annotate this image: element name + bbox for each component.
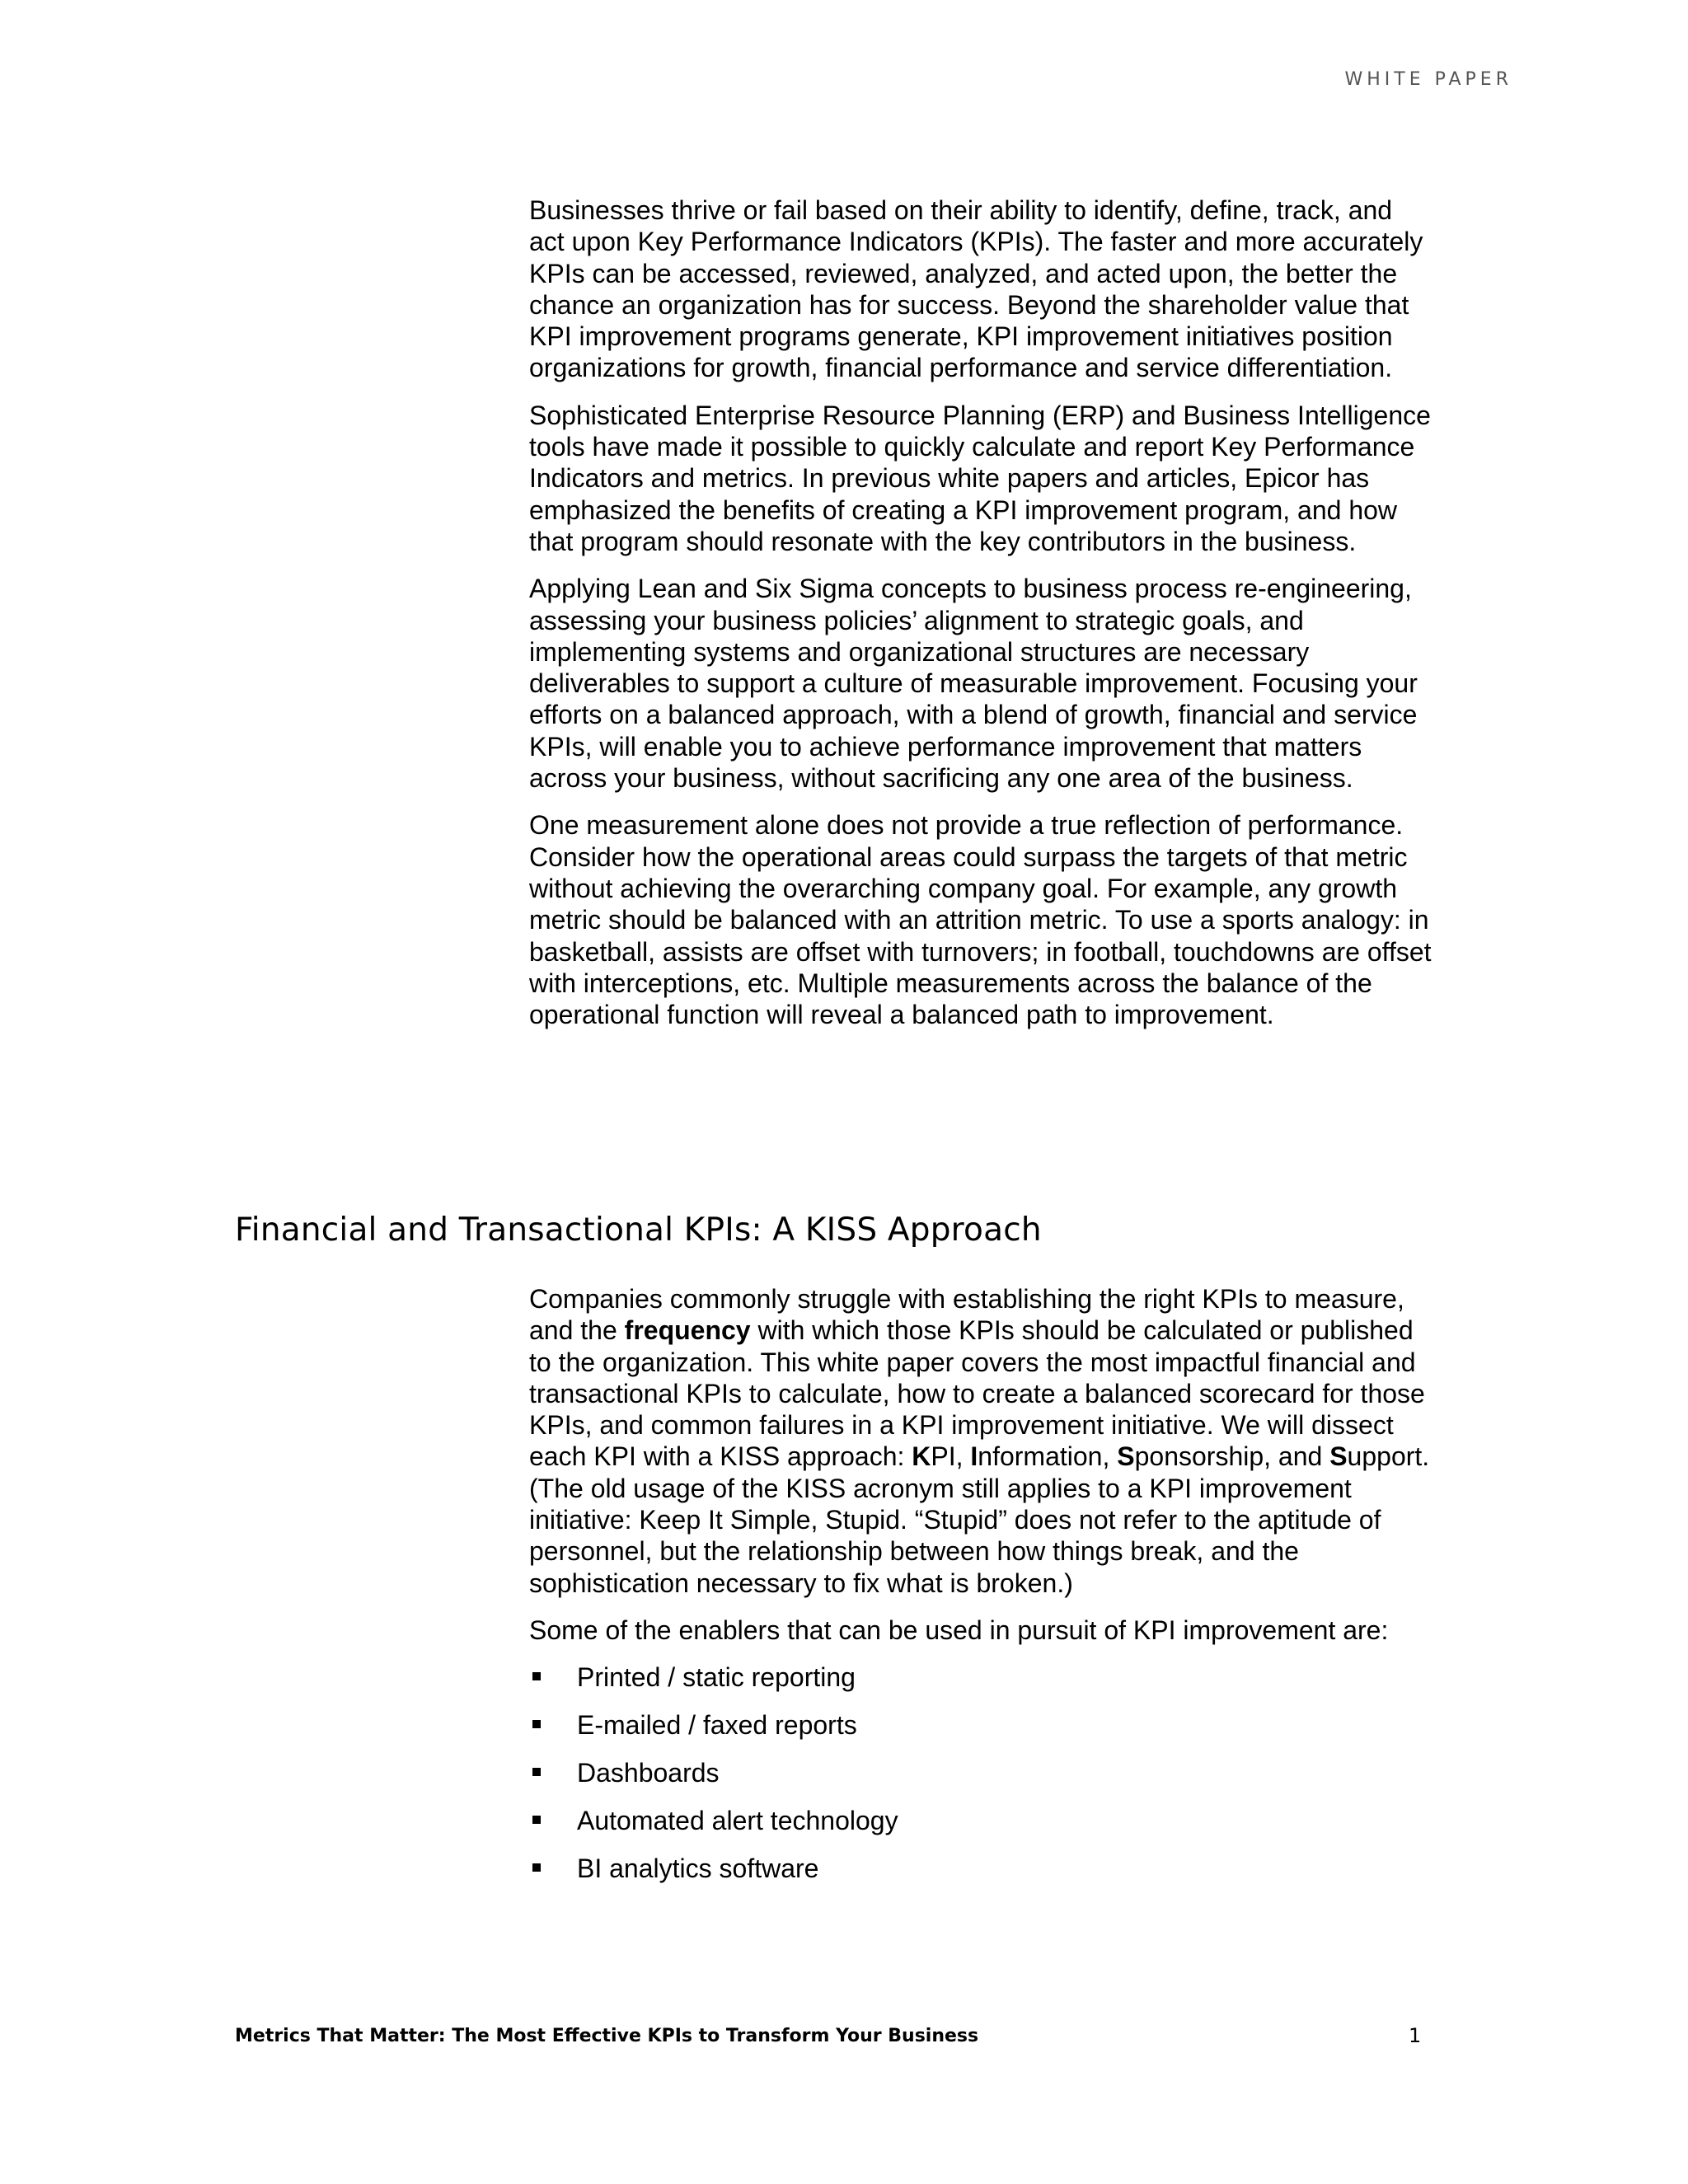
list-item-label: E-mailed / faxed reports — [577, 1710, 857, 1741]
bold-s: S — [1117, 1441, 1135, 1472]
list-item — [529, 1853, 1432, 1900]
bullet-square-icon — [532, 1863, 541, 1872]
list-item-label: BI analytics software — [577, 1854, 819, 1884]
bullet-square-icon — [532, 1816, 541, 1824]
bullet-square-icon — [532, 1768, 541, 1776]
list-item — [529, 1757, 1432, 1805]
section-heading: Financial and Transactional KPIs: A KISS Approach — [235, 1212, 1042, 1249]
bold-frequency: frequency — [624, 1315, 751, 1346]
text-run: Companies commonly struggle with establishing the right KPIs to measure, and the — [529, 1284, 1404, 1346]
text-run: PI, — [931, 1441, 971, 1472]
intro-paragraph: Applying Lean and Six Sigma concepts to business process re-engineering, assessing your business policies’ alignment to strategic goals, and implementing systems and organizational structures are necessary deliverables to support a culture of measurable improvement. Focusing your efforts on a balanced approach, with a blend of growth, financial and service KPIs, will enable you to achieve performance improvement that matters across your business, without sacrificing any one area of the business. — [529, 574, 1418, 794]
bold-k: K — [912, 1441, 931, 1472]
text-run: with which those KPIs should be calculated or published to the organization. This white paper covers the most impactful financial and transactional KPIs to calculate, how to create a balanced scorecard for those KPIs, and common failures in a KPI improvement initiative. We will dissect each KPI with a KISS approach: — [529, 1315, 1425, 1472]
bold-i: I — [970, 1441, 978, 1472]
intro-paragraph: Businesses thrive or fail based on their ability to identify, define, track, and act upon Key Performance Indicators (KPIs). The faster and more accurately KPIs can be accessed, reviewed, analyzed, and acted upon, the better the chance an organization has for success. Beyond the shareholder value that KPI improvement programs generate, KPI improvement initiatives position organizations for growth, financial performance and service differentiation. — [529, 195, 1423, 383]
kiss-paragraph — [529, 1283, 1432, 1599]
list-item — [529, 1805, 1432, 1853]
list-item-label: Printed / static reporting — [577, 1662, 856, 1693]
list-item — [529, 1661, 1432, 1709]
enablers-intro: Some of the enablers that can be used in pursuit of KPI improvement are: — [529, 1615, 1389, 1645]
list-item-label: Automated alert technology — [577, 1806, 898, 1836]
list-item-label: Dashboards — [577, 1758, 720, 1788]
page-number: 1 — [1409, 2024, 1422, 2047]
intro-paragraph: One measurement alone does not provide a true reflection of performance. Consider how the operational areas could surpass the targets of that metric without achieving the overarching company goal. For example, any growth metric should be balanced with an attrition metric. To use a sports analogy: in basketball, assists are offset with turnovers; in football, touchdowns are offset with interceptions, etc. Multiple measurements across the balance of the operational function will reveal a balanced path to improvement. — [529, 810, 1432, 1030]
section-body — [529, 1283, 1432, 1900]
bold-s: S — [1329, 1441, 1348, 1472]
text-run: nformation, — [978, 1441, 1118, 1472]
list-item — [529, 1709, 1432, 1757]
header-label: WHITE PAPER — [1344, 69, 1512, 90]
intro-body — [529, 194, 1432, 1046]
intro-paragraph: Sophisticated Enterprise Resource Planning (ERP) and Business Intelligence tools have made it possible to quickly calculate and report Key Performance Indicators and metrics. In previous white papers and articles, Epicor has emphasized the benefits of creating a KPI improvement program, and how that program should resonate with the key contributors in the business. — [529, 400, 1431, 556]
bullet-square-icon — [532, 1720, 541, 1728]
text-run: upport. (The old usage of the KISS acronym still applies to a KPI improvement initiative: Keep It Simple, Stupid. “Stupid” does not refer to the aptitude of personnel, but the relationship between how things break, and the sophistication necessary to fix what is broken.) — [529, 1441, 1430, 1598]
bullet-square-icon — [532, 1672, 541, 1680]
text-run: ponsorship, and — [1134, 1441, 1330, 1472]
enablers-list — [529, 1661, 1432, 1900]
footer-title: Metrics That Matter: The Most Effective KPIs to Transform Your Business — [235, 2026, 979, 2046]
